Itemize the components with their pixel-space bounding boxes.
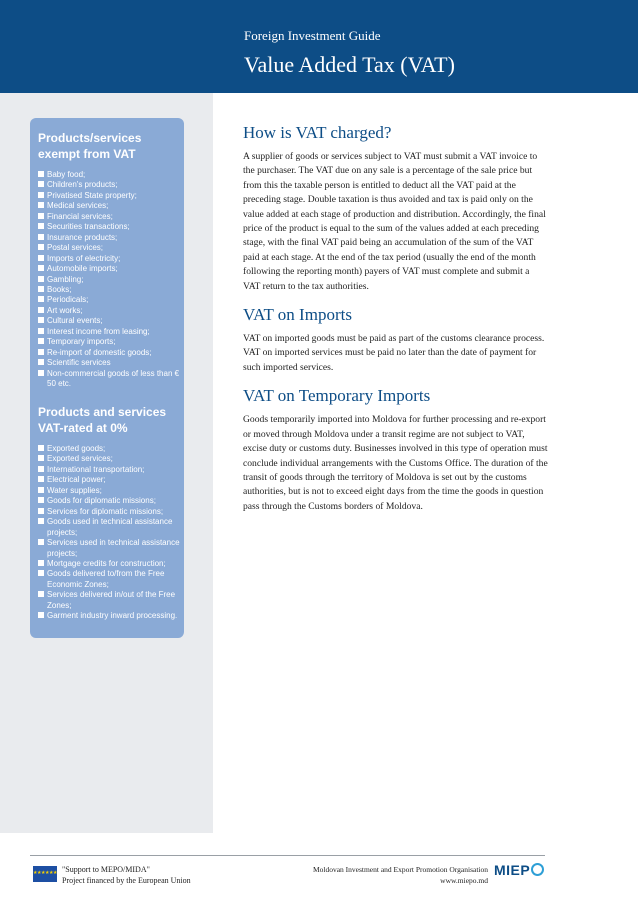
list-item: Goods used in technical assistance projects; xyxy=(38,517,182,538)
section-heading: VAT on Imports xyxy=(243,305,352,325)
footer-organisation xyxy=(270,864,488,886)
zero-rated-heading-line: VAT-rated at 0% xyxy=(38,421,128,435)
list-item: Scientific services xyxy=(38,358,182,368)
section-heading: How is VAT charged? xyxy=(243,123,392,142)
list-item: Electrical power; xyxy=(38,475,182,485)
list-item: Interest income from leasing; xyxy=(38,327,182,337)
list-item: International transportation; xyxy=(38,465,182,475)
list-item: Insurance products; xyxy=(38,233,182,243)
footer-org-name: Moldovan Investment and Export Promotion Organisation xyxy=(312,865,488,874)
header-banner xyxy=(0,0,638,93)
miepo-logo xyxy=(494,862,544,878)
list-item: Automobile imports; xyxy=(38,264,182,274)
list-item: Art works; xyxy=(38,306,182,316)
list-item: Baby food; xyxy=(38,170,182,180)
list-item: Gambling; xyxy=(38,275,182,285)
list-item: Cultural events; xyxy=(38,316,182,326)
zero-rated-list xyxy=(38,444,182,622)
footer-project-line: Project financed by the European Union xyxy=(62,876,191,885)
list-item: Temporary imports; xyxy=(38,337,182,347)
list-item: Privatised State property; xyxy=(38,191,182,201)
list-item: Non-commercial goods of less than € 50 etc. xyxy=(38,369,182,390)
section-heading: VAT on Temporary Imports xyxy=(243,386,431,406)
exempt-heading-line: exempt from VAT xyxy=(38,147,136,161)
guide-title: Foreign Investment Guide xyxy=(244,28,381,43)
logo-ring-icon xyxy=(531,863,544,876)
footer-project-line: "Support to MEPO/MIDA" xyxy=(62,865,150,874)
list-item: Services for diplomatic missions; xyxy=(38,507,182,517)
list-item: Garment industry inward processing. xyxy=(38,611,182,621)
footer-org-url[interactable]: www.miepo.md xyxy=(440,876,488,885)
list-item: Postal services; xyxy=(38,243,182,253)
section-body: A supplier of goods or services subject to VAT must submit a VAT invoice to the purchaser. The VAT due on any sale is a percentage of the sale price but from this the taxable person is entitled to deduct all the VAT paid at the preceding stage. Double taxation is thus avoided and tax is paid only on the value added at each stage of production and distribution. Accordingly, the final price of the product is equal to the sum of the values added at each preceding stage, with the final VAT paid being an accumulation of the sum of the VAT paid at each stage. At the end of the tax period (usually the end of the month following the reporting month) payers of VAT must complete and submit a VAT return to the tax authorities. xyxy=(243,151,546,292)
exempt-heading xyxy=(38,130,184,162)
list-item: Medical services; xyxy=(38,201,182,211)
list-item: Services delivered in/out of the Free Zones; xyxy=(38,590,182,611)
page-title: Value Added Tax (VAT) xyxy=(244,52,455,77)
eu-flag-icon xyxy=(33,866,57,882)
zero-rated-heading xyxy=(38,404,184,436)
list-item: Water supplies; xyxy=(38,486,182,496)
list-item: Periodicals; xyxy=(38,295,182,305)
logo-text: MIEP xyxy=(494,862,531,878)
footer-divider xyxy=(30,855,545,856)
zero-rated-heading-line: Products and services xyxy=(38,405,167,419)
exempt-heading-line: Products/services xyxy=(38,131,142,145)
list-item: Services used in technical assistance projects; xyxy=(38,538,182,559)
flag-stars: ★★★★★★ xyxy=(33,871,57,876)
list-item: Securities transactions; xyxy=(38,222,182,232)
list-item: Exported services; xyxy=(38,454,182,464)
list-item: Mortgage credits for construction; xyxy=(38,559,182,569)
sidebar-panel xyxy=(30,118,184,638)
list-item: Goods for diplomatic missions; xyxy=(38,496,182,506)
list-item: Re-import of domestic goods; xyxy=(38,348,182,358)
list-item: Children's products; xyxy=(38,180,182,190)
section-body: VAT on imported goods must be paid as part of the customs clearance process. VAT on imported services must be paid no later than the date of payment for such imported services. xyxy=(243,333,545,373)
list-item: Books; xyxy=(38,285,182,295)
footer-project-note xyxy=(62,864,191,886)
list-item: Financial services; xyxy=(38,212,182,222)
list-item: Imports of electricity; xyxy=(38,254,182,264)
list-item: Exported goods; xyxy=(38,444,182,454)
list-item: Goods delivered to/from the Free Economic Zones; xyxy=(38,569,182,590)
section-body: Goods temporarily imported into Moldova for further processing and re-export or moved through Moldova under a transit regime are not subject to VAT, excise duty or customs duty. Businesses involved in this type of operation must conclude individual arrangements with the Customs Office. The duration of the transit of goods through the territory of Moldova is set out by the customs authorities, but is not to exceed eight days from the time the goods in question pass through the Customs borders of Moldova. xyxy=(243,414,548,512)
main-content xyxy=(243,122,548,524)
exempt-list xyxy=(38,170,182,390)
